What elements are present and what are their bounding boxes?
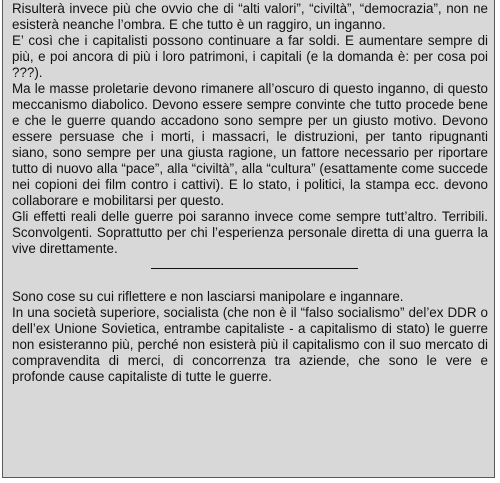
paragraph-effetti-reali: Gli effetti reali delle guerre poi saranno invece come sempre tutt’altro. Terribili. Sconvolgenti. Soprattutto per chi l’esperienza personale diretta di una guerra la vive direttamente. [12,209,488,256]
paragraph-riflettere: Sono cose su cui riflettere e non lasciarsi manipolare e ingannare. [12,289,404,304]
paragraph-ombra: Risulterà invece più che ovvio che di “alti valori”, “civiltà”, “democrazia”, non ne esisterà neanche l’ombra. E che tutto è un raggiro, un inganno. [12,1,488,32]
separator [12,261,488,277]
paragraph-masse-proletarie: Ma le masse proletarie devono rimanere all’oscuro di questo inganno, di questo meccanismo diabolico. Devono essere sempre convinte che tutto procede bene e che le guerre quando accadono sono sempre per un giusto motivo. Devono essere persuase che i morti, i massacri, le distruzioni, per tanto ripugnanti siano, sono sempre per una giusta ragione, un fattore necessario per riportare tutto di nuovo alla “pace”, alla “civiltà”, alla “cultura” (esattamente come succede nei copioni dei film contro i cattivi). E lo stato, i politici, la stampa ecc. devono collaborare e mobilitarsi per questo. [12,81,488,208]
paragraph-capitalisti: E’ così che i capitalisti possono continuare a far soldi. E aumentare sempre di più, e poi ancora di più i loro patrimoni, i capitali (e la domanda è: per cosa poi ???). [12,33,488,80]
paragraph-societa-superiore: In una società superiore, socialista (che non è il “falso socialismo” del’ex DDR o dell’ex Unione Sovietica, entrambe capitaliste - a capitalismo di stato) le guerre non esisteranno più, perché non esisterà più il capitalismo con il suo mercato di compravendita di merci, di concorrenza tra aziende, che sono le vere e profonde cause capitaliste di tutte le guerre. [12,305,488,384]
separator-line [151,268,358,269]
text-box [2,0,495,478]
